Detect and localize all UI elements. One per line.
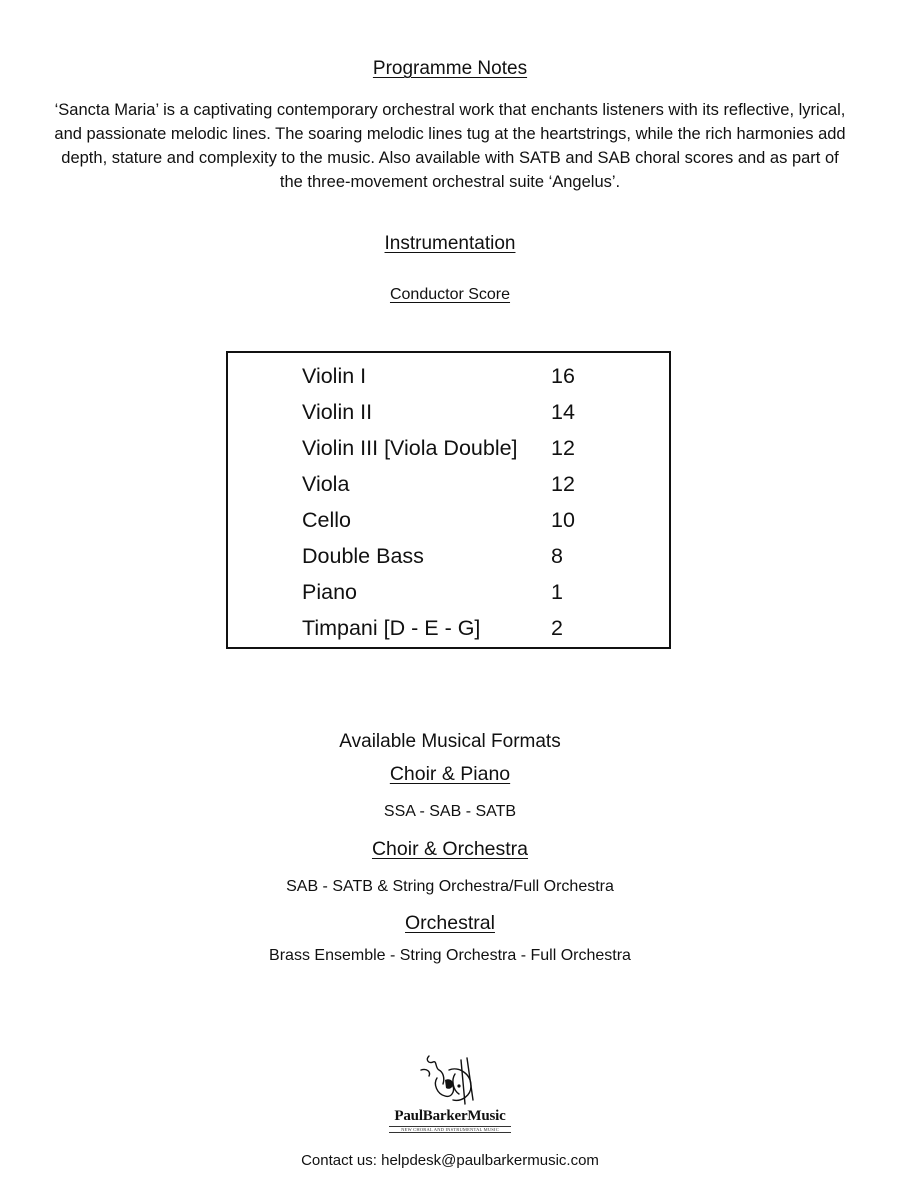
instrument-row	[302, 610, 662, 646]
conductor-score-text: Conductor Score	[389, 286, 511, 303]
logo-name: PaulBarkerMusic	[394, 1108, 506, 1124]
format-choir-orchestra	[0, 838, 900, 861]
format-title: Choir & Orchestra	[371, 838, 529, 860]
logo-tagline: NEW CHORAL AND INSTRUMENTAL MUSIC	[389, 1126, 511, 1133]
instrument-count: 16	[551, 364, 575, 388]
instrument-name: Violin III [Viola Double]	[302, 436, 518, 460]
available-formats-heading: Available Musical Formats	[339, 731, 561, 752]
instrument-row	[302, 358, 662, 394]
conductor-score-label	[0, 286, 900, 304]
instrument-name: Piano	[302, 580, 357, 604]
format-choir-piano-desc: SSA - SAB - SATB	[383, 803, 517, 820]
format-title: Choir & Piano	[389, 763, 511, 785]
instrument-count: 12	[551, 436, 575, 460]
instrument-row	[302, 574, 662, 610]
instrument-row	[302, 466, 662, 502]
programme-notes-heading: Programme Notes	[372, 58, 528, 79]
programme-notes-body: ‘Sancta Maria’ is a captivating contemporary orchestral work that enchants listeners with its reflective, lyrical, and passionate melodic lines. The soaring melodic lines tug at the heartstrings, while the rich harmonies add depth, stature and complexity to the music. Also available with SATB and SAB choral scores and as part of the three-movement orchestral suite ‘Angelus’.	[54, 101, 846, 191]
instrument-name: Double Bass	[302, 544, 424, 568]
instrument-row	[302, 430, 662, 466]
brand-logo	[380, 1050, 520, 1135]
violin-figure-icon	[415, 1050, 485, 1106]
instrument-count: 12	[551, 472, 575, 496]
instrument-count: 10	[551, 508, 575, 532]
format-title: Orchestral	[405, 912, 495, 934]
instrument-row	[302, 538, 662, 574]
instrument-count: 2	[551, 616, 563, 640]
instrument-name: Timpani [D - E - G]	[302, 616, 481, 640]
instrumentation-table	[226, 351, 671, 649]
format-orchestral-desc: Brass Ensemble - String Orchestra - Full Orchestra	[269, 947, 631, 964]
format-choir-orchestra-desc: SAB - SATB & String Orchestra/Full Orchestra	[286, 878, 614, 895]
instrument-name: Violin II	[302, 400, 373, 424]
instrumentation-heading: Instrumentation	[384, 233, 516, 254]
instrument-name: Cello	[302, 508, 351, 532]
format-orchestral	[0, 912, 900, 935]
instrument-row	[302, 502, 662, 538]
instrument-row	[302, 394, 662, 430]
instrument-name: Violin I	[302, 364, 367, 388]
instrument-name: Viola	[302, 472, 350, 496]
instrument-count: 14	[551, 400, 575, 424]
instrument-count: 8	[551, 544, 563, 568]
instrument-count: 1	[551, 580, 563, 604]
format-choir-piano	[0, 763, 900, 786]
contact-line: Contact us: helpdesk@paulbarkermusic.com	[301, 1152, 599, 1169]
